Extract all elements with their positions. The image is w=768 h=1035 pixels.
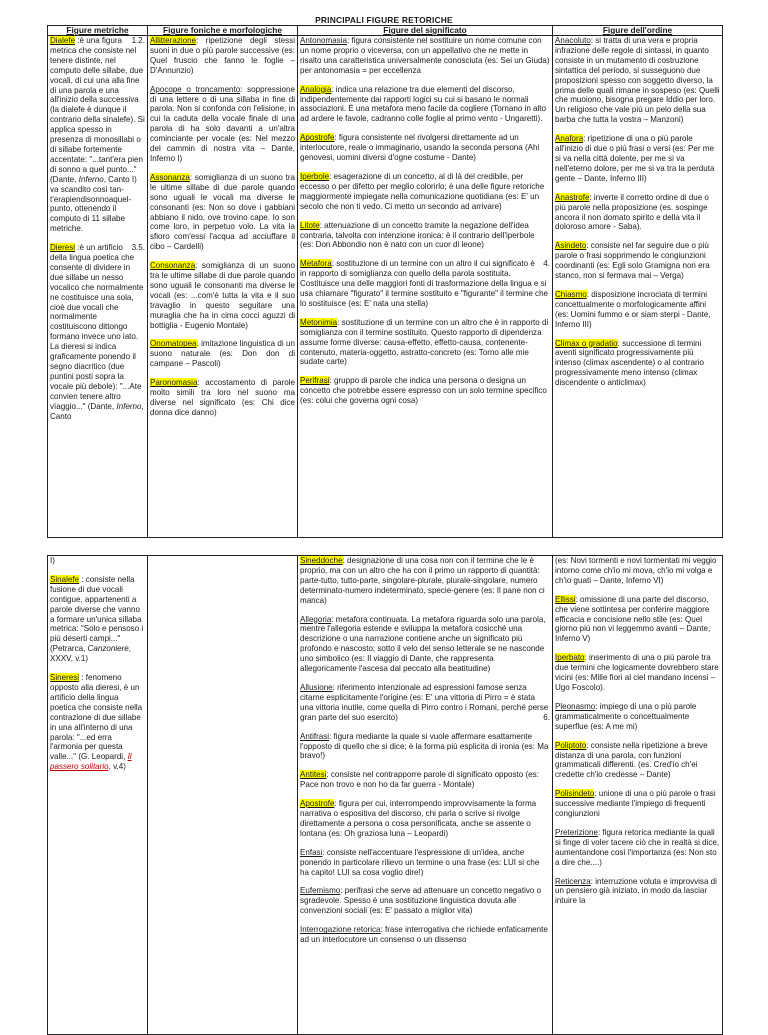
figure-term: Climax o gradatio: [555, 338, 618, 348]
figure-entry-continued: [555, 556, 720, 586]
figure-entry-antonomasia: [300, 36, 550, 76]
column-figure-foniche: [148, 36, 298, 538]
figure-entry-allusione: [300, 683, 550, 723]
figure-term: Antifrasi: [300, 731, 330, 741]
figure-term: Sineresi: [50, 673, 80, 683]
figure-term: Dialefe: [50, 36, 76, 45]
column-figure-metriche: [48, 556, 148, 1035]
figure-description: : figura consistente nel rivolgersi direttamente ad un interlocutore, reale o immaginario, usando la seconda persona (Ahi genovesi, uomini diversi d'ogne costume - Dante): [300, 133, 540, 163]
figure-term: Ellissi: [555, 594, 576, 604]
figure-entry-climax-o-gradatio: [555, 339, 720, 389]
column-figure-ordine: [553, 36, 723, 538]
figure-term: Antonomasia: [300, 36, 347, 45]
figure-term: Litote: [300, 220, 320, 230]
figure-entry-paronomasia: [150, 378, 295, 418]
figure-description: : frase interrogativa che richiede enfaticamente ad un interlocutore un consenso o un dissenso: [300, 925, 548, 945]
figure-description: : indica una relazione tra due elementi del discorso, indipendentemente dai rapporti logici su cui si basano le normali associazioni. È una metafora meno facile da cogliere (Tornano in alto ad ardere le favole, cadranno colle foglie al primo vento - Ungaretti).: [300, 84, 547, 124]
figure-entry-allegoria: [300, 615, 550, 674]
content-row: [48, 36, 723, 538]
figure-term: Reticenza: [555, 876, 591, 886]
figure-description: : impiego di una o più parole grammaticalmente o concettualmente superflue (es: A me mi): [555, 701, 697, 731]
figure-description: : unione di una o più parole o frasi successive mediante l'impiego di frequenti congiunzioni: [555, 789, 716, 819]
header-row: [48, 26, 723, 36]
page-number-marker: 3.: [131, 243, 139, 253]
figure-term: Apostrofe: [300, 799, 335, 809]
page-number-marker: 6.: [543, 712, 550, 722]
column-figure-foniche-empty: [148, 556, 298, 1035]
figure-description: : accostamento di parole molto simili tra loro nel suono ma diverse nel significato (es: Chi dice donna dice danno): [150, 378, 295, 417]
figure-term: Eufemismo: [300, 886, 341, 896]
figure-description: : metafora continuata. La metafora riguarda solo una parola, mentre l'allegoria estende e sviluppa la metafora cosicché una descrizione o una narrazione contiene anche un significato più profondo e nascosto; sotto il velo del senso letterale se ne nasconde uno simbolico (es: Il viaggio di Dante, che rappresenta allegoricamente l'ascesa dal peccato alla beatitudine): [300, 614, 546, 674]
figure-entry-antitesi: [300, 770, 550, 790]
figure-description: I): [50, 556, 55, 565]
column-figure-significato: [298, 36, 553, 538]
figure-description: : designazione di una cosa non con il termine che le è proprio, ma con un altro che ha con il primo un rapporto di quantità: parte-tutto, tutto-parte, singolare-plurale, plurale-singolare, numero determinato-numero indeterminato, specie-genere (es: Il pane non ci manca): [300, 556, 545, 605]
figure-entry-metonimia: [300, 318, 550, 368]
figure-term: Antitesi: [300, 770, 327, 780]
figure-term: Assonanza: [150, 172, 190, 182]
figure-term: Pleonasmo: [555, 701, 596, 711]
figure-entry-sineddoche: [300, 556, 550, 606]
figure-term: Enfasi: [300, 847, 323, 857]
figure-description: :è una figura metrica che consiste nel tenere distinte, nel computo delle sillabe, due vocali, di cui una alla fine di una parola e una all'inizio della successiva (la dialefe è dunque il contrario della sinalefe). Si applica spesso in presenza di monosillabi o di sillabe fortemente accentate: "...tant'era pien di sonno a quel punto..." (Dante,: [50, 36, 145, 184]
figure-entry-ellissi: [555, 595, 720, 645]
figure-description: : ripetizione degli stessi suoni in due o più parole successive (es: Quel fruscio che fanno le foglie – D'Annunzio): [150, 36, 295, 75]
figure-term: Metafora: [300, 259, 332, 269]
figure-description: : somiglianza di un suono tra le ultime sillabe di due parole quando sono uguali le vocali ma diverse le consonanti (es: Non so dove i gabbiani abbiano il nido, ove trovino cape. Io son come loro, in perpetuo volo. La vita la sfioro com'essi l'acqua ad acciuffare il cibo – Cardelli): [150, 172, 295, 252]
figure-entry-onomatopea: [150, 339, 295, 369]
page-title: PRINCIPALI FIGURE RETORICHE: [315, 15, 453, 25]
figure-description: : esagerazione di un concetto, al di là del credibile, per eccesso o per difetto per meglio colorirlo; è una delle figure retoriche maggiormente impiegate nella comunicazione quotidiana (es: E' un secolo che non ti vedo. Ci metto un secondo ad arrivare): [300, 171, 545, 211]
figure-description: : perifrasi che serve ad attenuare un concetto negativo o sgradevole. Spesso è una sostituzione linguistica dovuta alle convenzioni sociali (es: E' passato a miglior vita): [300, 886, 542, 916]
figure-description: : somiglianza di un suono tra le ultime sillabe di due parole quando sono uguali le consonanti ma diverse le vocali (es: ...com'è tutta la vita e il suo travaglio in questo seguitare una muraglia che ha in cima cocci aguzzi di bottiglia - Eugenio Montale): [150, 261, 295, 330]
figure-description-tail: , Canto I) va scandito così tan-t'erapiendisonnoaquel-punto, ottenendo il computo di 11 sillabe metriche.: [50, 174, 137, 234]
figure-term: Apocope o troncamento: [150, 84, 241, 94]
figure-term: Asindeto: [555, 241, 587, 251]
figure-entry-antifrasi: [300, 732, 550, 762]
figure-description: : fenomeno opposto alla dieresi, è un artificio della lingua poetica che consiste nella contrazione di due sillabe in una all'interno di una parola: "...ed erra l'armonia per questa valle..." (G. Leopardi,: [50, 673, 143, 762]
figure-entry-dieresi: [50, 243, 145, 421]
figure-entry-sineresi: [50, 673, 145, 772]
figure-description: : gruppo di parole che indica una persona o designa un concetto che potrebbe essere espresso con un solo termine specifico (es: colui che governa ogni cosa): [300, 376, 547, 406]
figure-description: : disposizione incrociata di termini concettualmente o morfologicamente affini (es: Uomini fummo e or siam sterpi - Dante, Inferno III): [555, 289, 711, 329]
figure-description: : interruzione voluta e improvvisa di un pensiero già iniziato, in modo da lasciar intuire la: [555, 876, 717, 906]
figure-entry-metafora: [300, 259, 550, 309]
figure-entry-anastrofe: [555, 193, 720, 233]
column-figure-metriche: [48, 36, 148, 538]
figure-term: Allusione: [300, 682, 333, 692]
header-figure-significato: Figure del significato: [298, 26, 553, 36]
figure-description: : figura retorica mediante la quali si finge di voler tacere ciò che in realtà si dice, aumentandone così l'importanza (es: Non sto a dire che....): [555, 827, 720, 867]
figure-entry-asindeto: [555, 241, 720, 281]
figure-entry-perifrasi: [300, 376, 550, 406]
header-figure-ordine: Figure dell'ordine: [553, 26, 723, 36]
figure-term: Metonimia: [300, 317, 338, 327]
figure-description-tail: , Canto: [50, 401, 144, 421]
page-number-marker: 1.: [131, 36, 139, 45]
figure-description: : attenuazione di un concetto tramite la negazione dell'idea contraria, talvolta con intenzione ironica: è il contrario dell'iperbole (es: Don Abbondio non è nato con un cuor di leone): [300, 220, 535, 250]
figure-description: : inverte il corretto ordine di due o più parole nella proposizione (es. sospinge ancora il non domato spirito e della vita il doloroso amore - Saba).: [555, 192, 709, 232]
figure-description-tail: , XXXV, v.1): [50, 644, 131, 664]
figure-entry-litote: [300, 221, 550, 251]
figure-entry-anacoluto: [555, 36, 720, 125]
source-title: Canzoniere: [87, 644, 129, 654]
figure-term: Analogia: [300, 84, 332, 94]
figure-term: Interrogazione retorica: [300, 925, 381, 935]
figure-entry-preterizione: [555, 828, 720, 868]
page-number-marker: 4.: [543, 259, 550, 269]
figure-description: : ripetizione di una o più parole all'inizio di due o più frasi o versi (es: Per me si va nella città dolente, per me si va nell'eterno dolore, per me si va tra la perduta gente – Dante, Inferno III): [555, 134, 715, 183]
figure-entry-reticenza: [555, 877, 720, 907]
figure-term: Paronomasia: [150, 378, 198, 388]
figure-entry-interrogazione-retorica: [300, 925, 550, 945]
figure-description: : figura consistente nel sostituire un nome comune con un nome proprio o viceversa, con un appellativo che ne mette in risalto una caratteristica universalmente conosciuta (es: Sei un Giuda) per antonomasia = per eccellenza: [300, 36, 550, 75]
figure-term: Sineddoche: [300, 556, 343, 565]
figure-entry-allitterazione: [150, 36, 295, 76]
source-title: Inferno: [78, 174, 104, 184]
content-row: [48, 556, 723, 1035]
figure-description: : imitazione linguistica di un suono naturale (es: Don don di campane – Pascoli): [150, 339, 295, 369]
column-figure-ordine: [553, 556, 723, 1035]
header-figure-metriche: Figure metriche: [48, 26, 148, 36]
figure-term: Dieresi: [50, 243, 76, 253]
figure-entry-chiasmo: [555, 290, 720, 330]
figure-term: Consonanza: [150, 261, 196, 271]
figure-term: Polisindeto: [555, 789, 595, 799]
figure-term: Sinalefe: [50, 574, 80, 584]
figure-entry-consonanza: [150, 261, 295, 330]
figure-description-tail: , v.4): [108, 762, 126, 772]
figure-description: : omissione di una parte del discorso, che viene sottintesa per conferire maggiore efficacia e concisione nello stile (es: Quel giorno più non vi leggemmo avanti – Dante, Inferno V): [555, 594, 711, 644]
figure-term: Onomatopea: [150, 339, 197, 349]
header-figure-foniche: Figure foniche e morfologiche: [148, 26, 298, 36]
figure-description: : soppressione di una lettere o di una sillaba in fine di parola. Non si confonda con l'elisione, in cui la caduta della vocale finale di una parola di ha solo davanti a un'altra cominciante per vocale (es: Nel mezzo del cammin di nostra vita – Dante, Inferno I): [150, 84, 295, 163]
figure-entry-continued: [50, 556, 145, 566]
figure-entry-apocope-o-troncamento: [150, 85, 295, 164]
figure-description: : inserimento di una o più parole tra due termini che logicamente dovrebbero stare vicini (es: Mille fiori al ciel mandano incensi – Ugo Foscolo).: [555, 653, 719, 692]
figure-description: : successione di termini aventi significato progressivamente più intenso (climax ascendente) o al contrario progressivamente meno intenso (climax discendente o anticlimax): [555, 338, 704, 388]
figure-entry-anafora: [555, 134, 720, 184]
figure-entry-eufemismo: [300, 886, 550, 916]
source-title-link: Il passero solitario: [50, 752, 132, 772]
figure-description: : figura per cui, interrompendo improvvisamente la forma narrativa o espositiva del discorso, chi parla o scrive si rivolge direttamente a persona o cosa personificata, anche se assente o lontana (es: Oh graziosa luna – Leopardi): [300, 799, 537, 838]
figure-term: Apostrofe: [300, 133, 335, 143]
page-number-marker: 5.: [138, 243, 145, 253]
figure-term: Allitterazione: [150, 36, 197, 45]
figure-entry-iperbole: [300, 172, 550, 212]
figure-entry-iperbato: [555, 653, 720, 693]
figure-term: Allegoria: [300, 614, 332, 624]
figure-description: : sostituzione di un termine con un altro il cui significato è in rapporto di somiglianza con quello della parola sostituita. Costituisce una delle maggiori fonti di trasformazione della lingua e si usa chiamare "figurato" il termine sostituito e "figurante" il termine che lo sostituisce (es: E' nata una stella): [300, 259, 549, 308]
figure-term: Iperbole: [300, 171, 330, 181]
figure-description: (es: Novi tormenti e novi tormentati mi veggio intorno come ch'io mi mova, ch'io mi volga e ch'io guati – Dante, Inferno VI): [555, 556, 717, 585]
figure-term: Chiasmo: [555, 289, 587, 299]
source-title: Inferno: [116, 401, 142, 411]
figure-term: Preterizione: [555, 827, 598, 837]
figure-description: : figura mediante la quale si vuole affermare esattamente l'opposto di quello che si dice; è la forma più esplicita di ironia (es: Ma bravo!): [300, 731, 549, 761]
figure-term: Perifrasi: [300, 376, 330, 386]
figure-entry-polisindeto: [555, 789, 720, 819]
figure-description: : riferimento intenzionale ad espressioni famose senza citarne esplicitamente l'origine (es: E' una vittoria di Pirro = è stata una vittoria inutile, come quella di Pirro contro i Romani, perché perse gran parte del suo esercito): [300, 682, 549, 722]
figure-description: : consiste nel contrapporre parole di significato opposto (es: Pace non trovo e non ho da far guerra - Montale): [300, 770, 539, 790]
figure-entry-assonanza: [150, 173, 295, 252]
column-figure-significato: [298, 556, 553, 1035]
figure-term: Anacoluto: [555, 36, 591, 45]
figure-description: : consiste nel far seguire due o più parole o frasi sopprimendo le congiunzioni coordinanti (es: Egli solo Gramigna non era stanco, non si fermava mai – Verga): [555, 241, 710, 281]
figure-term: Poliptoto: [555, 740, 587, 750]
figure-entry-pleonasmo: [555, 702, 720, 732]
figure-entry-dialefe: [50, 36, 145, 234]
figure-entry-analogia: [300, 85, 550, 125]
figure-entry-apostrofe: [300, 133, 550, 163]
figure-entry-apostrofe: [300, 799, 550, 839]
figure-entry-enfasi: [300, 848, 550, 878]
figure-term: Iperbato: [555, 653, 585, 663]
figures-table-page-2: [47, 555, 723, 1035]
figure-description: : si tratta di una vera e propria infrazione delle regole di sintassi, in quanto consiste in un mutamento di costruzione sintattica del periodo, si susseguono due proposizioni spesso con soggetto diverso, la prima delle quali rimane in sospeso (es: Quelli che muoiono, bisogna pregare Iddio per loro. Un religioso che vale più un pelo della sua barba che tutta la vostra – Manzoni): [555, 36, 720, 125]
figure-term: Anastrofe: [555, 192, 590, 202]
figure-entry-sinalefe: [50, 575, 145, 664]
figures-table-page-1: [47, 25, 723, 538]
figure-description: : consiste nella ripetizione a breve distanza di una parola, con funzioni grammaticali differenti. (es. Cred'io ch'ei credette ch'io credesse – Dante): [555, 740, 708, 780]
figure-description: : sostituzione di un termine con un altro che è in rapporto di somiglianza con il termine sostituito. Questo rapporto di dipendenza assume forme diverse: causa-effetto, effetto-causa, contenente-contenuto, materia-oggetto, astratto-concreto (es: Torno alle mie sudate carte): [300, 317, 549, 367]
page-number-marker: 2.: [138, 36, 145, 45]
figure-description: :è un artificio della lingua poetica che consente di dividere in due sillabe un nesso vocalico che normalmente ne costituisce una sola, cioè due vocali che normalmente costituiscono dittongo formano invece uno iato. La dieresi si indica graficamente ponendo il segno diacritico (due puntini posti sopra la vocale più debole): "...Ate convien tenere altro vïaggio..." (Dante,: [50, 243, 144, 411]
figure-entry-poliptoto: [555, 741, 720, 781]
figure-description: : consiste nell'accentuare l'espressione di un'idea, anche ponendo in particolare rilievo un termine o una frase (es: LUI si che ha capito! LUI sa cosa voglio dire!): [300, 847, 540, 877]
figure-description: : consiste nella fusione di due vocali contigue, appartenenti a parole diverse che vanno a formare un'unica sillaba metrica: "Solo e pensoso i più deserti campi..." (Petrarca,: [50, 574, 144, 654]
figure-term: Anafora: [555, 134, 584, 144]
